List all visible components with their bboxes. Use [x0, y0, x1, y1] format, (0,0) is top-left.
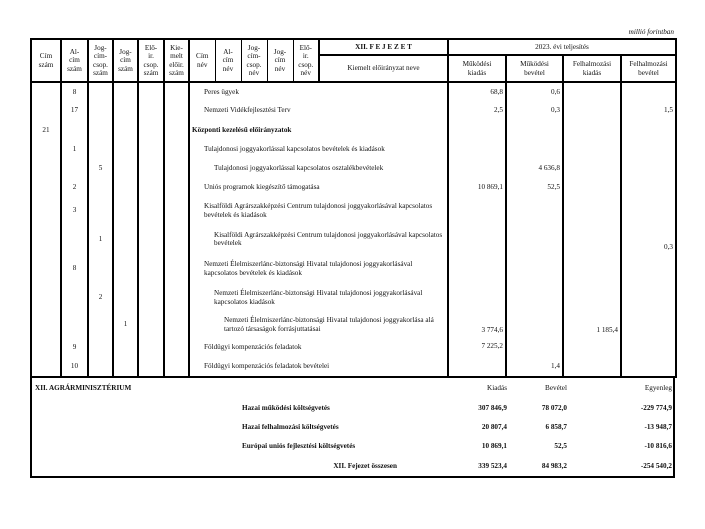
table-row	[31, 254, 676, 283]
chapter-title: XII. F E J E Z E T	[319, 39, 448, 55]
felhalmozasi-kiadas	[563, 224, 621, 254]
jogcimcsop-szam	[88, 101, 113, 120]
header-line: Cím	[196, 52, 209, 60]
table-row	[31, 178, 676, 197]
header-line: Al-	[69, 47, 80, 56]
cim-szam	[31, 312, 61, 337]
mukodesi-kiadas	[448, 254, 506, 283]
mukodesi-kiadas	[448, 283, 506, 312]
budget-table	[30, 38, 677, 378]
alcim-szam	[61, 283, 88, 312]
header-text: Felhalmozási kiadás	[572, 60, 612, 77]
cim-szam	[31, 337, 61, 357]
appropriation-name: Tulajdonosi joggyakorlással kapcsolatos osztalékbevételek	[189, 159, 448, 178]
felhalmozasi-bevetel	[621, 357, 676, 377]
header-id-column	[241, 39, 267, 82]
cim-szam	[31, 197, 61, 224]
felhalmozasi-kiadas	[563, 283, 621, 312]
mukodesi-bevetel	[506, 224, 563, 254]
table-row	[31, 312, 676, 337]
appropriation-name: Földügyi kompenzációs feladatok bevételei	[189, 357, 448, 377]
mukodesi-kiadas: 10 869,1	[448, 178, 506, 197]
felhalmozasi-kiadas	[563, 254, 621, 283]
header-line: név	[300, 69, 311, 77]
kiemelt-eloir-szam	[164, 120, 189, 140]
header-text: Működési kiadás	[462, 60, 492, 77]
felhalmozasi-kiadas: 1 185,4	[563, 312, 621, 337]
table-row	[31, 120, 676, 140]
jogcim-szam	[113, 178, 138, 197]
alcim-szam	[61, 312, 88, 337]
mukodesi-kiadas: 2,5	[448, 101, 506, 120]
kiemelt-eloir-szam	[164, 197, 189, 224]
mukodesi-kiadas: 7 225,2	[448, 337, 506, 357]
header-line: Jog-	[247, 43, 261, 52]
mukodesi-bevetel	[506, 312, 563, 337]
table-row	[31, 357, 676, 377]
header-line: szám	[93, 69, 108, 77]
appropriation-name: Tulajdonosi joggyakorlással kapcsolatos bevételek és kiadások	[189, 140, 448, 159]
mukodesi-bevetel: 4 636,8	[506, 159, 563, 178]
felhalmozasi-bevetel	[621, 178, 676, 197]
mukodesi-bevetel: 1,4	[506, 357, 563, 377]
header-id-column	[215, 39, 241, 82]
alcim-szam: 1	[61, 140, 88, 159]
jogcim-szam	[113, 120, 138, 140]
header-line: név	[222, 64, 234, 73]
header-line: Cím	[39, 52, 53, 60]
felhalmozasi-bevetel: 0,3	[621, 224, 676, 254]
felhalmozasi-kiadas	[563, 120, 621, 140]
table-row	[31, 101, 676, 120]
mukodesi-kiadas: 68,8	[448, 82, 506, 101]
mukodesi-bevetel	[506, 197, 563, 224]
jogcimcsop-szam	[88, 254, 113, 283]
kiemelt-eloir-szam	[164, 178, 189, 197]
header-line: csop.	[298, 60, 314, 69]
header-line: szám	[143, 69, 159, 77]
header-id-column	[31, 39, 61, 82]
header-line: Kie-	[170, 43, 183, 52]
header-line: Jog-	[119, 47, 132, 56]
appropriation-name: Nemzeti Élelmiszerlánc-biztonsági Hivatal tulajdonosi joggyakorlásával kapcsolatos bevételek és kiadások	[189, 254, 448, 283]
eloir-csop-szam	[138, 254, 164, 283]
cim-szam: 21	[31, 120, 61, 140]
header-line: név	[197, 60, 208, 69]
summary-row-label: Hazai felhalmozási költségvetés	[242, 423, 339, 431]
kiemelt-eloir-szam	[164, 337, 189, 357]
mukodesi-bevetel	[506, 337, 563, 357]
header-line: melt	[170, 52, 183, 60]
summary-total-kiadas: 339 523,4	[478, 462, 507, 470]
jogcim-szam	[113, 159, 138, 178]
eloir-csop-szam	[138, 283, 164, 312]
mukodesi-kiadas: 3 774,6	[448, 312, 506, 337]
kiemelt-eloir-szam	[164, 82, 189, 101]
alcim-szam: 10	[61, 357, 88, 377]
value-column-header	[621, 55, 676, 82]
eloir-csop-szam	[138, 197, 164, 224]
summary-total-bevetel: 84 983,2	[541, 462, 567, 470]
felhalmozasi-kiadas	[563, 159, 621, 178]
mukodesi-bevetel	[506, 120, 563, 140]
felhalmozasi-kiadas	[563, 82, 621, 101]
mukodesi-bevetel	[506, 254, 563, 283]
cim-szam	[31, 357, 61, 377]
jogcimcsop-szam	[88, 337, 113, 357]
kiemelt-eloir-szam	[164, 357, 189, 377]
alcim-szam: 9	[61, 337, 88, 357]
felhalmozasi-bevetel: 1,5	[621, 101, 676, 120]
header-line: csop.	[93, 60, 108, 69]
header-id-column	[189, 39, 215, 82]
header-text: Felhalmozási bevétel	[629, 60, 668, 77]
jogcim-szam	[113, 224, 138, 254]
mukodesi-kiadas	[448, 224, 506, 254]
appropriation-name: Nemzeti Élelmiszerlánc-biztonsági Hivatal tulajdonosi joggyakorlása alá tartozó társaságok forrásjuttatásai	[189, 312, 448, 337]
jogcim-szam	[113, 254, 138, 283]
cim-szam	[31, 178, 61, 197]
jogcimcsop-szam	[88, 357, 113, 377]
eloir-csop-szam	[138, 140, 164, 159]
felhalmozasi-bevetel	[621, 120, 676, 140]
jogcim-szam	[113, 357, 138, 377]
jogcimcsop-szam: 1	[88, 224, 113, 254]
eloir-csop-szam	[138, 312, 164, 337]
summary-section	[30, 378, 675, 478]
kiemelt-eloir-szam	[164, 312, 189, 337]
felhalmozasi-bevetel	[621, 159, 676, 178]
header-line: Jog-	[94, 43, 107, 52]
eloir-csop-szam	[138, 120, 164, 140]
appropriation-name: Kisalföldi Agrárszakképzési Centrum tulajdonosi joggyakorlásával kapcsolatos bevételek és kiadások	[189, 197, 448, 224]
summary-row-bevetel: 6 858,7	[545, 423, 567, 431]
header-line: szám	[118, 64, 133, 73]
jogcimcsop-szam: 2	[88, 283, 113, 312]
eloir-csop-szam	[138, 101, 164, 120]
mukodesi-kiadas	[448, 120, 506, 140]
cim-szam	[31, 140, 61, 159]
jogcimcsop-szam: 5	[88, 159, 113, 178]
header-line: cím	[120, 56, 131, 65]
header-id-column	[293, 39, 319, 82]
summary-row-kiadas: 10 869,1	[481, 442, 507, 450]
appropriation-name: Uniós programok kiegészítő támogatása	[189, 178, 448, 197]
jogcimcsop-szam	[88, 178, 113, 197]
appropriation-name: Kisalföldi Agrárszakképzési Centrum tulajdonosi joggyakorlásával kapcsolatos bevételek	[189, 224, 448, 254]
appropriation-name: Földügyi kompenzációs feladatok	[189, 337, 448, 357]
felhalmozasi-kiadas	[563, 140, 621, 159]
summary-title: XII. AGRÁRMINISZTÉRIUM	[35, 384, 132, 392]
jogcim-szam	[113, 197, 138, 224]
felhalmozasi-kiadas	[563, 357, 621, 377]
kiemelt-eloir-szam	[164, 254, 189, 283]
header-line: cím	[222, 56, 234, 65]
kiemelt-eloir-szam	[164, 101, 189, 120]
table-row	[31, 337, 676, 357]
summary-row-bevetel: 52,5	[554, 442, 567, 450]
cim-szam	[31, 82, 61, 101]
header-line: név	[274, 64, 286, 73]
header-id-column	[88, 39, 113, 82]
mukodesi-bevetel	[506, 283, 563, 312]
jogcim-szam: 1	[113, 312, 138, 337]
felhalmozasi-kiadas	[563, 101, 621, 120]
summary-col-egyenleg: Egyenleg	[644, 384, 672, 392]
cim-szam	[31, 283, 61, 312]
jogcim-szam	[113, 101, 138, 120]
header-line: cím	[274, 56, 286, 65]
jogcim-szam	[113, 140, 138, 159]
table-row	[31, 140, 676, 159]
alcim-szam: 8	[61, 254, 88, 283]
summary-col-kiadas: Kiadás	[487, 384, 507, 392]
header-id-column	[61, 39, 88, 82]
appropriation-name: Nemzeti Vidékfejlesztési Terv	[189, 101, 448, 120]
header-line: ir.	[148, 52, 154, 60]
alcim-szam: 2	[61, 178, 88, 197]
cim-szam	[31, 101, 61, 120]
summary-row-kiadas: 20 807,4	[481, 423, 507, 431]
eloir-csop-szam	[138, 224, 164, 254]
jogcim-szam	[113, 283, 138, 312]
mukodesi-kiadas	[448, 140, 506, 159]
jogcim-szam	[113, 82, 138, 101]
appropriation-name: Központi kezelésű előirányzatok	[189, 120, 448, 140]
alcim-szam	[61, 224, 88, 254]
mukodesi-bevetel: 0,3	[506, 101, 563, 120]
mukodesi-bevetel: 0,6	[506, 82, 563, 101]
felhalmozasi-bevetel	[621, 197, 676, 224]
summary-row-bevetel: 78 072,0	[541, 404, 567, 412]
alcim-szam: 17	[61, 101, 88, 120]
header-line: szám	[67, 64, 82, 73]
value-column-header	[506, 55, 563, 82]
table-row	[31, 197, 676, 224]
appropriation-name: Nemzeti Élelmiszerlánc-biztonsági Hivatal tulajdonosi joggyakorlásával kapcsolatos kiadások	[189, 283, 448, 312]
cim-szam	[31, 159, 61, 178]
summary-total-egyenleg: -254 540,2	[640, 462, 672, 470]
felhalmozasi-kiadas	[563, 197, 621, 224]
kiemelt-eloir-szam	[164, 140, 189, 159]
table-row	[31, 159, 676, 178]
alcim-szam	[61, 159, 88, 178]
jogcimcsop-szam	[88, 197, 113, 224]
felhalmozasi-bevetel	[621, 283, 676, 312]
felhalmozasi-bevetel	[621, 312, 676, 337]
header-line: előir.	[169, 60, 184, 69]
header-line: cím-	[247, 52, 261, 60]
jogcimcsop-szam	[88, 82, 113, 101]
header-line: szám	[169, 69, 184, 77]
header-id-column	[113, 39, 138, 82]
summary-row-egyenleg: -10 816,6	[644, 442, 672, 450]
felhalmozasi-kiadas	[563, 337, 621, 357]
summary-row-label: Európai uniós fejlesztési költségvetés	[242, 442, 356, 450]
header-line: név	[248, 69, 260, 77]
jogcim-szam	[113, 337, 138, 357]
header-line: szám	[38, 60, 54, 69]
header-line: cím-	[93, 52, 108, 60]
header-line: Elő-	[144, 43, 158, 52]
table-row	[31, 82, 676, 101]
kiemelt-eloir-szam	[164, 159, 189, 178]
kiemelt-eloir-szam	[164, 224, 189, 254]
eloir-csop-szam	[138, 159, 164, 178]
felhalmozasi-bevetel	[621, 140, 676, 159]
table-row	[31, 283, 676, 312]
cim-szam	[31, 254, 61, 283]
mukodesi-bevetel	[506, 140, 563, 159]
jogcimcsop-szam	[88, 120, 113, 140]
alcim-szam: 3	[61, 197, 88, 224]
summary-row-egyenleg: -13 948,7	[644, 423, 672, 431]
value-column-header	[563, 55, 621, 82]
summary-total-label: XII. Fejezet összesen	[333, 462, 397, 470]
header-line: Elő-	[299, 43, 312, 52]
eloir-csop-szam	[138, 82, 164, 101]
header-line: Al-	[223, 47, 233, 56]
jogcimcsop-szam	[88, 140, 113, 159]
cim-szam	[31, 224, 61, 254]
value-column-header	[448, 55, 506, 82]
header-id-column	[164, 39, 189, 82]
summary-col-bevetel: Bevétel	[545, 384, 567, 392]
jogcimcsop-szam	[88, 312, 113, 337]
felhalmozasi-bevetel	[621, 337, 676, 357]
period-header: 2023. évi teljesítés	[448, 39, 676, 55]
felhalmozasi-kiadas	[563, 178, 621, 197]
eloir-csop-szam	[138, 357, 164, 377]
header-text: Működési bevétel	[520, 60, 549, 77]
eloir-csop-szam	[138, 178, 164, 197]
summary-row-egyenleg: -229 774,9	[640, 404, 672, 412]
felhalmozasi-bevetel	[621, 254, 676, 283]
header-line: ir.	[302, 52, 309, 60]
kiemelt-eloir-szam	[164, 283, 189, 312]
header-line: cím	[69, 56, 80, 65]
felhalmozasi-bevetel	[621, 82, 676, 101]
unit-label: millió forintban	[628, 28, 674, 36]
header-line: csop.	[246, 60, 262, 69]
summary-row-label: Hazai működési költségvetés	[242, 404, 330, 412]
alcim-szam: 8	[61, 82, 88, 101]
appropriation-name: Peres ügyek	[189, 82, 448, 101]
mukodesi-kiadas	[448, 197, 506, 224]
header-id-column	[267, 39, 293, 82]
mukodesi-kiadas	[448, 159, 506, 178]
summary-row-kiadas: 307 846,9	[478, 404, 507, 412]
alcim-szam	[61, 120, 88, 140]
table-row	[31, 224, 676, 254]
mukodesi-kiadas	[448, 357, 506, 377]
name-column-header: Kiemelt előirányzat neve	[319, 55, 448, 82]
header-id-column	[138, 39, 164, 82]
eloir-csop-szam	[138, 337, 164, 357]
mukodesi-bevetel: 52,5	[506, 178, 563, 197]
header-line: Jog-	[273, 47, 287, 56]
header-line: csop.	[143, 60, 159, 69]
